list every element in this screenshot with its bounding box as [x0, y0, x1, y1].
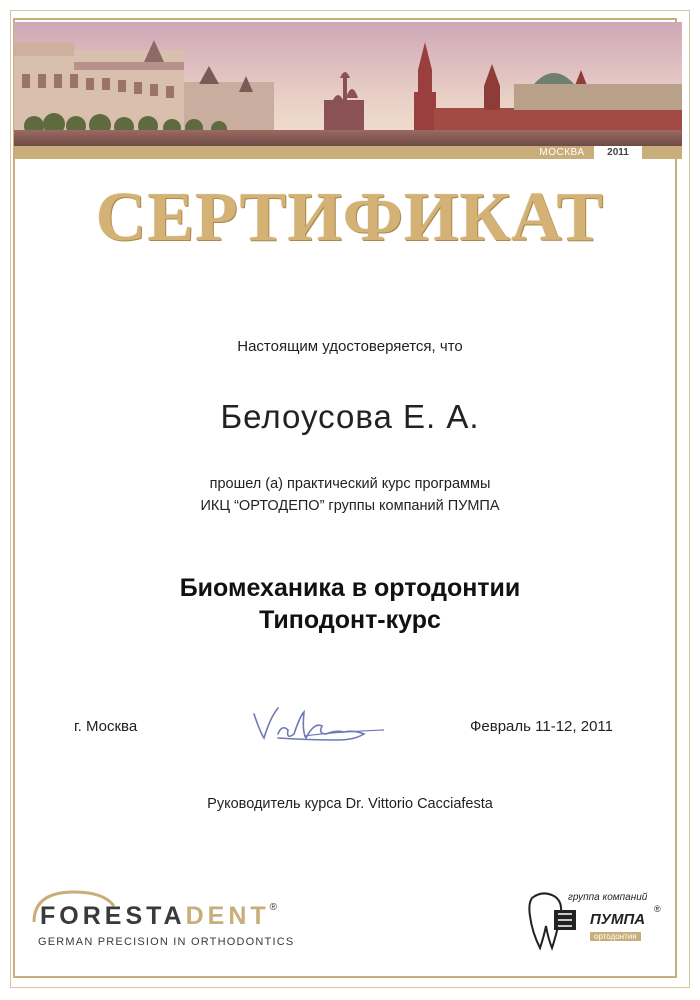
course-line-1: прошел (а) практический курс программы	[209, 476, 491, 492]
forestadent-word-a: FORESTA	[40, 902, 186, 930]
course-leader: Руководитель курса Dr. Vittorio Cacciafesta	[207, 796, 493, 812]
pumpa-subtitle: ортодонтия	[590, 932, 641, 941]
date-text: Февраль 11-12, 2011	[470, 718, 613, 735]
certificate-title: СЕРТИФИКАТ	[95, 179, 605, 256]
forestadent-wordmark	[40, 902, 281, 931]
course-line-2: ИКЦ “ОРТОДЕПО” группы компаний ПУМПА	[200, 498, 500, 514]
forestadent-reg: ®	[269, 902, 282, 913]
program-title-2: Типодонт-курс	[259, 606, 441, 634]
pumpa-group-label: группа компаний	[568, 892, 648, 903]
moscow-panorama-image	[14, 22, 682, 146]
handwritten-signature	[244, 696, 404, 756]
forestadent-tagline: GERMAN PRECISION IN ORTHODONTICS	[38, 936, 295, 948]
pumpa-name: ПУМПА	[590, 911, 646, 928]
banner-year: 2011	[594, 146, 642, 159]
place-text: г. Москва	[74, 718, 138, 735]
intro-text: Настоящим удостоверяется, что	[237, 338, 463, 355]
forestadent-word-b: DENT	[185, 902, 270, 930]
program-title-1: Биомеханика в ортодонтии	[179, 574, 521, 602]
recipient-name: Белоусова Е. А.	[220, 398, 480, 435]
banner-city: МОСКВА	[539, 147, 585, 158]
pumpa-reg: ®	[654, 904, 661, 914]
